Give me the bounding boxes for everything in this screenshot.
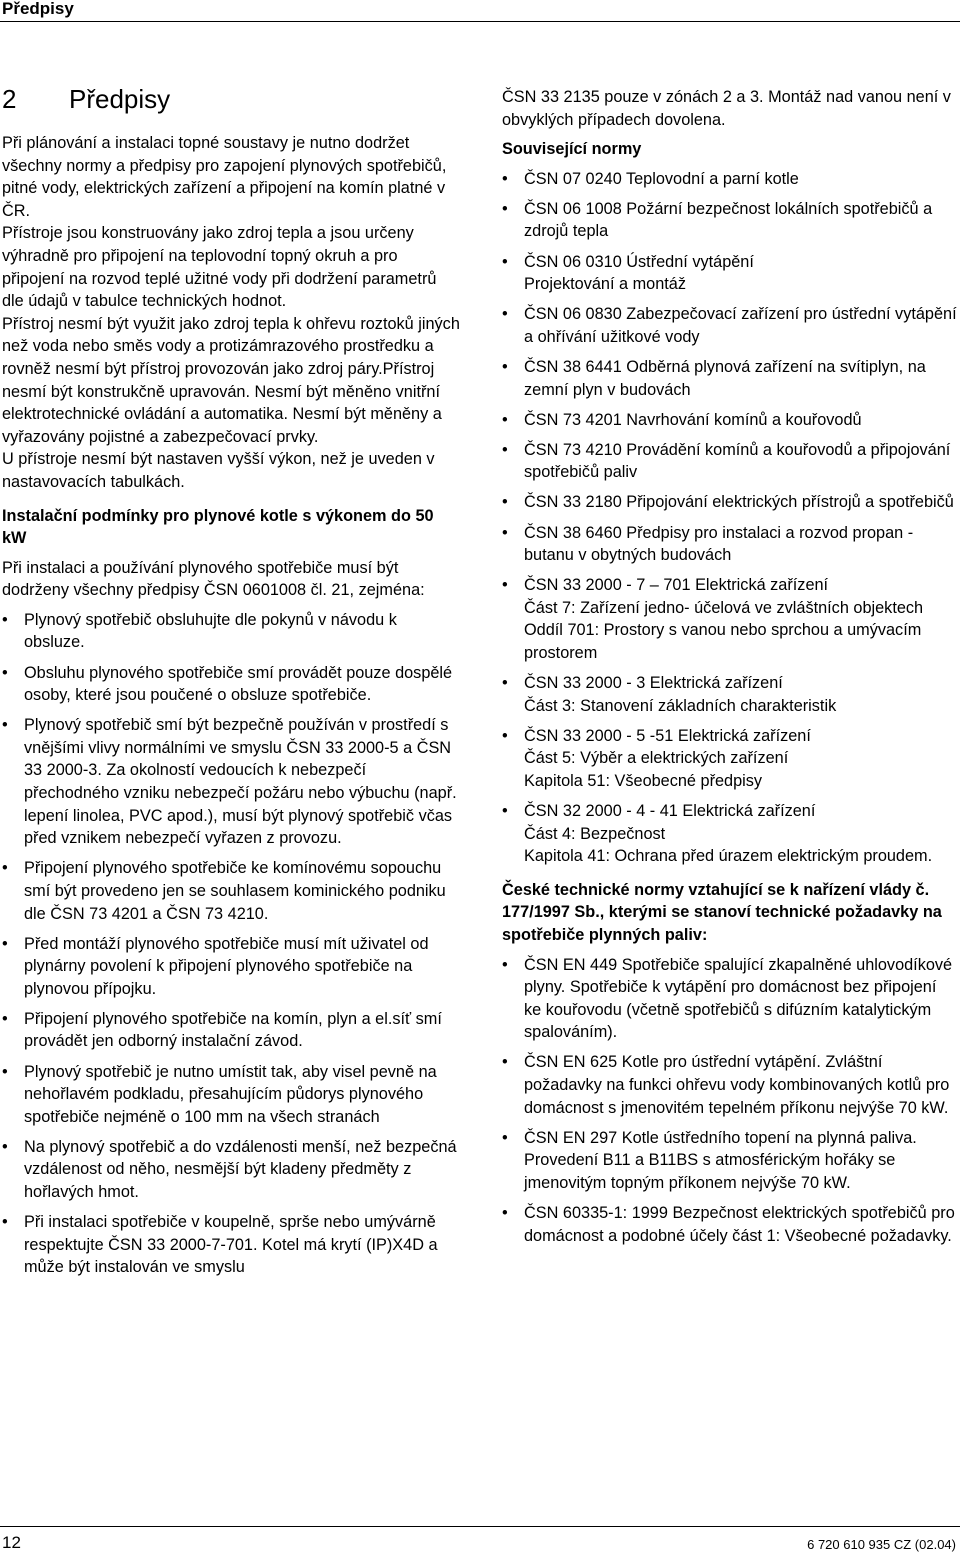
list-item: • ČSN 07 0240 Teplovodní a parní kotle: [502, 168, 957, 191]
list-item: • Plynový spotřebič je nutno umístit tak, aby visel pevně na nehořlavém podkladu, přesahujícím půdorys plynového spotřebiče nejméně o 100 mm na všech stranách: [2, 1061, 460, 1129]
right-column: [502, 86, 957, 1247]
list-item: • ČSN 33 2000 - 5 -51 Elektrická zařízení Část 5: Výběr a elektrických zařízení Kapitola 51: Všeobecné předpisy: [502, 725, 957, 793]
list-item: • ČSN 33 2180 Připojování elektrických přístrojů a spotřebičů: [502, 491, 957, 514]
list-item: • Před montáží plynového spotřebiče musí mít uživatel od plynárny povolení k připojení plynového spotřebiče na plynovou přípojku.: [2, 933, 460, 1001]
list-item: • ČSN EN 449 Spotřebiče spalující zkapalněné uhlovodíkové plyny. Spotřebiče k vytápění pro domácnost bez připojení ke kouřovodu (včetně spotřebičů s difúzním katalytickým spalováním).: [502, 954, 957, 1044]
chapter-title: Předpisy: [69, 84, 171, 114]
list-item: • ČSN 60335-1: 1999 Bezpečnost elektrických spotřebičů pro domácnost a podobné účely část 1: Všeobecné požadavky.: [502, 1202, 957, 1247]
list-item: • ČSN 06 0830 Zabezpečovací zařízení pro ústřední vytápění a ohřívání užitkové vody: [502, 303, 957, 348]
restrictions-paragraph: Přístroj nesmí být využit jako zdroj tepla k ohřevu roztoků jiných než voda nebo směs vody a protizámrazového prostředku a rovněž nesmí být přístroj provozován jako zdroj páry.Přístroj nesmí být konstrukčně upravován. Nesmí být měněno vnitřní elektrotechnické ovládání a automatika. Nesmí být měněny a vyřazovány pojistné a zabezpečovací prvky.: [2, 314, 460, 446]
czech-norms-heading: České technické normy vztahující se k nařízení vlády č. 177/1997 Sb., kterými se stanoví technické požadavky na spotřebiče plynných paliv:: [502, 880, 942, 944]
install-conditions-list: [2, 609, 460, 1279]
list-item: • ČSN 06 1008 Požární bezpečnost lokálních spotřebičů a zdrojů tepla: [502, 198, 957, 243]
list-item: • Plynový spotřebič obsluhujte dle pokynů v návodu k obsluze.: [2, 609, 460, 654]
list-item: • ČSN EN 625 Kotle pro ústřední vytápění. Zvláštní požadavky na funkci ohřevu vody kombinovaných kotlů pro domácnost s jmenovitém tepelném příkonu nejvýše 70 kW.: [502, 1051, 957, 1119]
chapter-number: 2: [2, 84, 17, 114]
list-item: • Plynový spotřebič smí být bezpečně používán v prostředí s vnějšími vlivy normálními ve smyslu ČSN 33 2000-5 a ČSN 33 2000-3. Za okolností vedoucích k nebezpečí přechodného vzniku nebezpečí požáru nebo výbuchu (např. lepení linolea, PVC apod.), musí být plynový spotřebič včas před vznikem nebezpečí vyřazen z provozu.: [2, 714, 460, 850]
list-item: • Připojení plynového spotřebiče na komín, plyn a el.síť smí provádět jen odborný instalační závod.: [2, 1008, 460, 1053]
list-item: • Při instalaci spotřebiče v koupelně, sprše nebo umývárně respektujte ČSN 33 2000-7-701. Kotel má krytí (IP)X4D a může být instalován ve smyslu: [2, 1211, 460, 1279]
list-item: • ČSN 38 6441 Odběrná plynová zařízení na svítiplyn, na zemní plyn v budovách: [502, 356, 957, 401]
install-conditions-heading: Instalační podmínky pro plynové kotle s výkonem do 50 kW: [2, 506, 434, 548]
device-purpose-paragraph: Přístroje jsou konstruovány jako zdroj tepla a jsou určeny výhradně pro připojení na teplovodní topný okruh a pro připojení na rozvod teplé užitné vody při dodržení parametrů dle údajů v tabulce technických hodnot.: [2, 224, 437, 311]
czech-norms-list: [502, 954, 957, 1248]
list-item: • ČSN 06 0310 Ústřední vytápění Projektování a montáž: [502, 251, 957, 296]
list-item: • Připojení plynového spotřebiče ke komínovému sopouchu smí být provedeno jen se souhlasem kominického podniku dle ČSN 73 4201 a ČSN 73 4210.: [2, 857, 460, 925]
list-item: • ČSN EN 297 Kotle ústředního topení na plynná paliva. Provedení B11 a B11BS s atmosférickým hořáky se jmenovitým topným příkonem nejvýše 70 kW.: [502, 1127, 957, 1195]
running-header: [0, 0, 960, 22]
document-id: 6 720 610 935 CZ (02.04): [807, 1537, 956, 1552]
footer-rule: [0, 1526, 960, 1527]
list-item: • Obsluhu plynového spotřebiče smí provádět pouze dospělé osoby, které jsou poučené o obsluze spotřebiče.: [2, 662, 460, 707]
intro-paragraph: Při plánování a instalaci topné soustavy je nutno dodržet všechny normy a předpisy pro zapojení plynových spotřebičů, pitné vody, elektrických zařízení a připojení na komín platné v ČR.: [2, 134, 447, 220]
list-item: • Na plynový spotřebič a do vzdálenosti menší, než bezpečná vzdálenost od něho, nesmější být kladeny předměty z hořlavých hmot.: [2, 1136, 460, 1204]
chapter-heading: [2, 84, 170, 114]
list-item: • ČSN 32 2000 - 4 - 41 Elektrická zařízení Část 4: Bezpečnost Kapitola 41: Ochrana před úrazem elektrickým proudem.: [502, 800, 957, 868]
list-item: • ČSN 73 4210 Provádění komínů a kouřovodů a připojování spotřebičů paliv: [502, 439, 957, 484]
output-limit-paragraph: U přístroje nesmí být nastaven vyšší výkon, než je uveden v nastavovacích tabulkách.: [2, 450, 435, 491]
related-norms-list: [502, 168, 957, 868]
list-item: • ČSN 33 2000 - 3 Elektrická zařízení Část 3: Stanovení základních charakteristik: [502, 672, 957, 717]
page-number: 12: [2, 1533, 21, 1552]
left-column: [2, 132, 460, 1279]
list-item: • ČSN 38 6460 Předpisy pro instalaci a rozvod propan - butanu v obytných budovách: [502, 522, 957, 567]
continuation-paragraph: ČSN 33 2135 pouze v zónách 2 a 3. Montáž nad vanou není v obvyklých případech dovolena.: [502, 88, 951, 129]
list-item: • ČSN 33 2000 - 7 – 701 Elektrická zařízení Část 7: Zařízení jedno- účelová ve zvláštních objektech Oddíl 701: Prostory s vanou nebo sprchou a umývacím prostorem: [502, 574, 957, 664]
install-conditions-intro: Při instalaci a používání plynového spotřebiče musí být dodrženy všechny předpisy ČSN 0601008 čl. 21, zejména:: [2, 558, 425, 600]
list-item: • ČSN 73 4201 Navrhování komínů a kouřovodů: [502, 409, 957, 432]
running-header-title: Předpisy: [2, 0, 74, 18]
related-norms-heading: Související normy: [502, 140, 642, 159]
